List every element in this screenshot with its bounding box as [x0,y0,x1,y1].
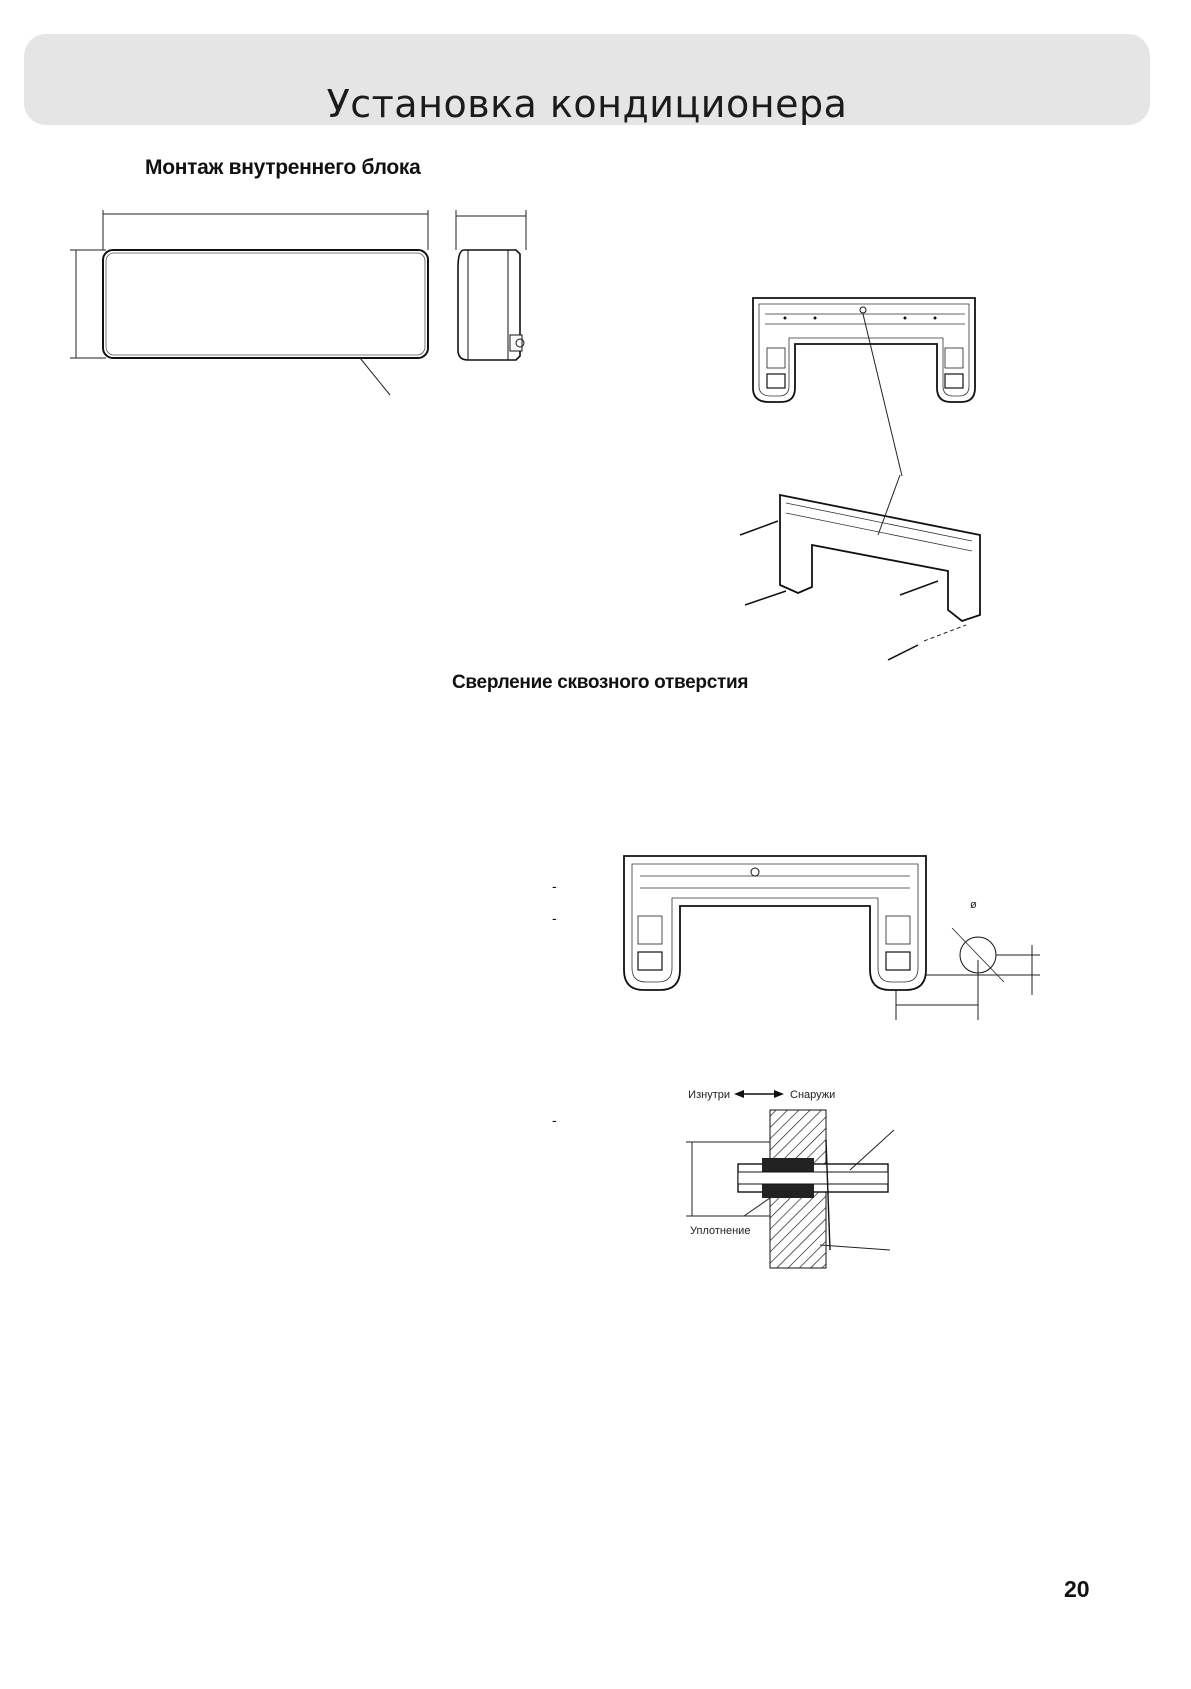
diameter-symbol: ø [970,899,977,911]
page-title: Установка кондиционера [326,82,848,127]
hole-position-figure [620,850,1050,1030]
header-band [24,34,1150,125]
inside-label: Изнутри [688,1089,730,1101]
indoor-unit-figure [70,210,540,400]
dash-marker: - [552,878,557,894]
mounting-plate-perspective-figure [740,475,990,665]
section-heading-indoor-unit: Монтаж внутреннего блока [145,156,421,179]
page-number: 20 [1064,1576,1090,1602]
outside-label: Снаружи [790,1089,836,1101]
dash-marker: - [552,1112,557,1128]
section-heading-drilling: Сверление сквозного отверстия [452,672,749,693]
mounting-plate-figure [745,288,985,408]
dash-marker: - [552,910,557,926]
double-arrow-icon [734,1090,784,1098]
seal-label: Уплотнение [690,1225,751,1237]
wall-section-figure [670,1080,910,1270]
